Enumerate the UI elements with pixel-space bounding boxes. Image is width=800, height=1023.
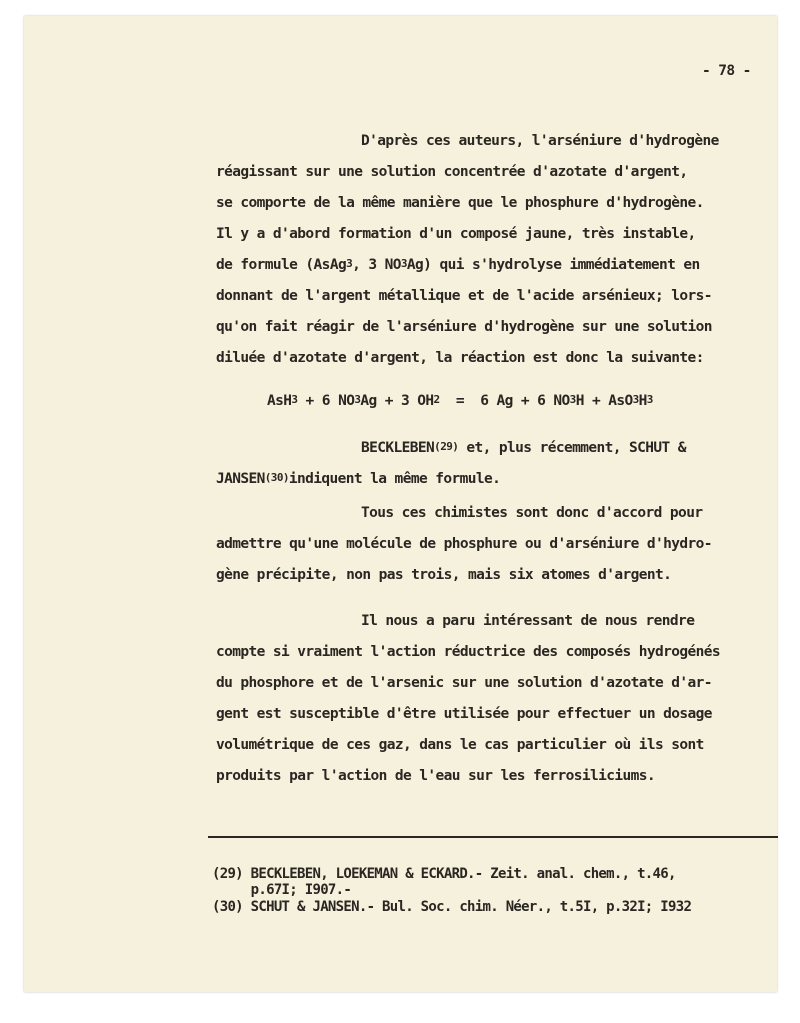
formula-sup: 3	[400, 257, 407, 270]
equation-sup: 2	[433, 393, 440, 406]
body-line: Tous ces chimistes sont donc d'accord pour	[361, 505, 703, 521]
equation-sup: 3	[291, 393, 298, 406]
equation-term: = 6 Ag + 6 NO	[439, 393, 570, 409]
body-line: gent est susceptible d'être utilisée pour effectuer un dosage	[216, 706, 712, 722]
body-line: se comporte de la même manière que le phosphure d'hydrogène.	[216, 195, 704, 211]
citation-text: indiquent la même formule.	[288, 471, 501, 487]
page-number: - 78 -	[702, 63, 751, 79]
formula-line	[216, 256, 700, 274]
footnote-divider	[208, 836, 778, 838]
formula-text: Ag) qui s'hydrolyse immédiatement en	[406, 257, 700, 273]
footnote-ref: (30)	[264, 471, 289, 484]
body-line: qu'on fait réagir de l'arséniure d'hydrogène sur une solution	[216, 319, 712, 335]
body-line: donnant de l'argent métallique et de l'acide arsénieux; lors-	[216, 288, 712, 304]
equation-term: H	[638, 393, 647, 409]
citation-text: et, plus récemment, SCHUT &	[458, 440, 686, 456]
equation-term: AsH	[267, 393, 292, 409]
body-line: compte si vraiment l'action réductrice des composés hydrogénés	[216, 644, 721, 660]
body-line: réagissant sur une solution concentrée d'azotate d'argent,	[216, 164, 688, 180]
body-line: volumétrique de ces gaz, dans le cas particulier où ils sont	[216, 737, 704, 753]
body-line: du phosphore et de l'arsenic sur une solution d'azotate d'ar-	[216, 675, 712, 691]
equation-sup: 3	[354, 393, 361, 406]
citation-line	[216, 470, 500, 488]
equation-sup: 3	[632, 393, 639, 406]
footnote-ref: (29)	[434, 440, 459, 453]
body-line: admettre qu'une molécule de phosphure ou d'arséniure d'hydro-	[216, 536, 712, 552]
formula-text: , 3 NO	[352, 257, 401, 273]
equation-sup: 3	[646, 393, 653, 406]
formula-sup: 3	[346, 257, 353, 270]
document-page	[24, 16, 777, 992]
equation-term: H + AsO	[575, 393, 633, 409]
footnote-line: p.67I; I907.-	[212, 882, 352, 898]
body-line: gène précipite, non pas trois, mais six atomes d'argent.	[216, 567, 672, 583]
citation-line	[361, 439, 686, 457]
equation-sup: 3	[569, 393, 576, 406]
body-line: Il y a d'abord formation d'un composé jaune, très instable,	[216, 226, 696, 242]
body-line: Il nous a paru intéressant de nous rendre	[361, 613, 695, 629]
footnote-line: (29) BECKLEBEN, LOEKEMAN & ECKARD.- Zeit. anal. chem., t.46,	[212, 866, 676, 882]
body-line: D'après ces auteurs, l'arséniure d'hydrogène	[361, 133, 719, 149]
formula-text: de formule (AsAg	[216, 257, 347, 273]
chemical-equation	[267, 392, 653, 410]
author-name: JANSEN	[216, 471, 265, 487]
body-line: produits par l'action de l'eau sur les ferrosiliciums.	[216, 768, 656, 784]
author-name: BECKLEBEN	[361, 440, 435, 456]
equation-term: Ag + 3 OH	[360, 393, 434, 409]
equation-term: + 6 NO	[297, 393, 355, 409]
body-line: diluée d'azotate d'argent, la réaction est donc la suivante:	[216, 350, 704, 366]
footnote-line: (30) SCHUT & JANSEN.- Bul. Soc. chim. Néer., t.5I, p.32I; I932	[212, 899, 692, 915]
